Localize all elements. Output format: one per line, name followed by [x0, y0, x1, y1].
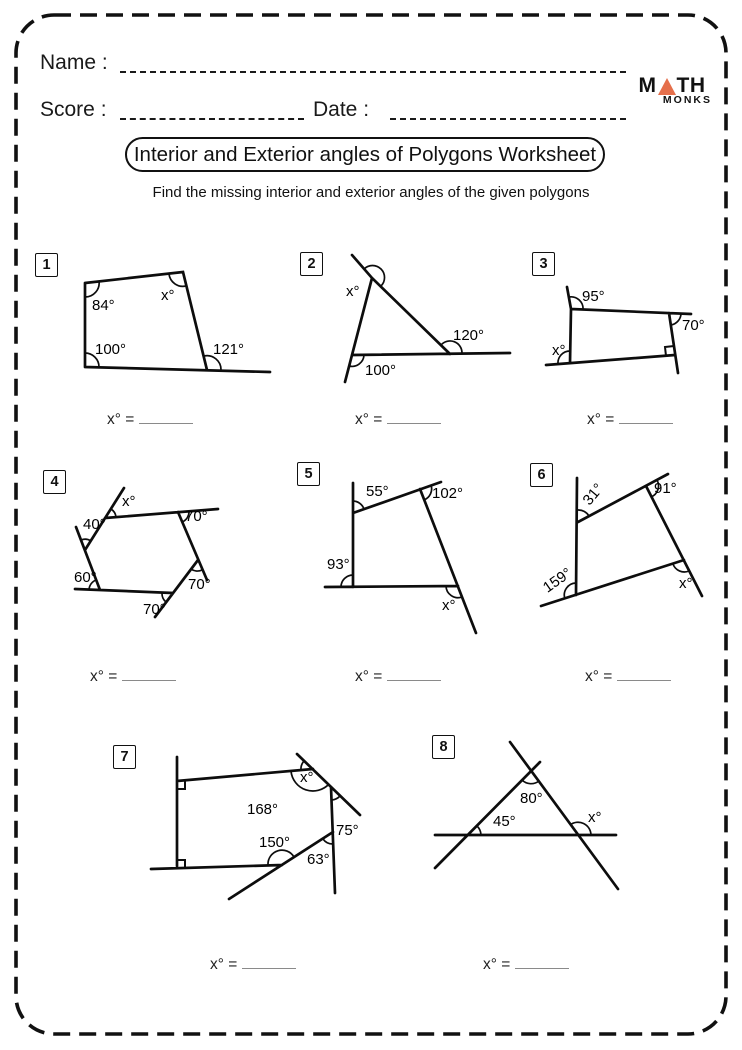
answer-blank[interactable] — [619, 410, 673, 424]
angle-label: x° — [161, 287, 175, 304]
problem-5-number: 5 — [297, 462, 320, 486]
name-fill-line[interactable] — [120, 53, 626, 73]
answer-problem-8 — [483, 955, 569, 974]
answer-label: x° = — [90, 668, 118, 685]
angle-label: 120° — [453, 327, 485, 344]
angle-label: 95° — [582, 288, 605, 305]
date-fill-line[interactable] — [390, 100, 626, 120]
angle-label: 100° — [95, 341, 127, 358]
answer-blank[interactable] — [122, 667, 176, 681]
worksheet-title: Interior and Exterior angles of Polygons Worksheet — [125, 137, 605, 172]
answer-label: x° = — [587, 411, 615, 428]
name-label: Name : — [40, 51, 108, 74]
angle-label: x° — [346, 283, 360, 300]
angle-label: x° — [442, 597, 456, 614]
score-label: Score : — [40, 98, 107, 121]
angle-label: 70° — [682, 317, 705, 334]
problem-7-number: 7 — [113, 745, 136, 769]
problem-4-number: 4 — [43, 470, 66, 494]
logo-monks: MONKS — [662, 94, 712, 106]
angle-label: x° — [552, 342, 566, 359]
answer-label: x° = — [355, 411, 383, 428]
angle-label: 75° — [336, 822, 359, 839]
answer-problem-5 — [355, 667, 441, 686]
answer-label: x° = — [483, 956, 511, 973]
figure-problem-3-quadrilateral — [530, 245, 735, 430]
angle-label: 159° — [539, 564, 576, 597]
answer-label: x° = — [210, 956, 238, 973]
date-label: Date : — [313, 98, 370, 121]
problem-2-number: 2 — [300, 252, 323, 276]
figure-problem-7-pentagon — [110, 745, 370, 910]
angle-label: 60° — [74, 569, 97, 586]
answer-blank[interactable] — [242, 955, 296, 969]
angle-label: 121° — [213, 341, 245, 358]
problem-7 — [110, 745, 370, 910]
angle-label: 70° — [143, 601, 166, 618]
angle-label: x° — [588, 809, 602, 826]
answer-blank[interactable] — [387, 410, 441, 424]
angle-label: 93° — [327, 556, 350, 573]
score-fill-line[interactable] — [120, 100, 304, 120]
answer-blank[interactable] — [387, 667, 441, 681]
answer-blank[interactable] — [617, 667, 671, 681]
problem-5 — [295, 460, 515, 680]
angle-label: 70° — [185, 508, 208, 525]
answer-problem-7 — [210, 955, 296, 974]
angle-label: 100° — [365, 362, 397, 379]
problem-8 — [420, 735, 640, 905]
angle-label: 70° — [188, 576, 211, 593]
answer-problem-4 — [90, 667, 176, 686]
logo-th: TH — [676, 74, 706, 97]
figure-problem-2-triangle — [290, 245, 520, 430]
problem-2 — [290, 245, 520, 430]
angle-label: 63° — [307, 851, 330, 868]
angle-label: 150° — [259, 834, 291, 851]
answer-label: x° = — [355, 668, 383, 685]
angle-label: x° — [679, 575, 693, 592]
problem-3 — [530, 245, 735, 430]
worksheet-subtitle: Find the missing interior and exterior angles of the given polygons — [152, 184, 590, 201]
problem-8-number: 8 — [432, 735, 455, 759]
angle-label: 80° — [520, 790, 543, 807]
angle-label: 45° — [493, 813, 516, 830]
logo-triangle-icon — [658, 78, 676, 95]
answer-blank[interactable] — [515, 955, 569, 969]
answer-label: x° = — [107, 411, 135, 428]
problem-3-number: 3 — [532, 252, 555, 276]
answer-blank[interactable] — [139, 410, 193, 424]
answer-problem-6 — [585, 667, 671, 686]
problem-1-number: 1 — [35, 253, 58, 277]
answer-problem-1 — [107, 410, 193, 429]
angle-label: x° — [122, 493, 136, 510]
angle-label: 31° — [579, 480, 608, 509]
angle-label: 102° — [432, 485, 464, 502]
figure-problem-8-triangle — [420, 735, 640, 905]
angle-label: 55° — [366, 483, 389, 500]
problem-6 — [530, 460, 742, 680]
angle-label: 168° — [247, 801, 279, 818]
logo-m: M — [638, 74, 657, 97]
math-monks-logo — [632, 76, 712, 106]
angle-label: 84° — [92, 297, 115, 314]
answer-problem-2 — [355, 410, 441, 429]
problem-1 — [30, 245, 280, 430]
logo-wordmark — [632, 76, 712, 96]
angle-label: 91° — [654, 480, 677, 497]
angle-label: 40° — [83, 516, 106, 533]
problem-4 — [40, 460, 280, 685]
figure-problem-1-quadrilateral — [30, 245, 280, 430]
problem-6-number: 6 — [530, 463, 553, 487]
angle-label: x° — [300, 769, 314, 786]
answer-label: x° = — [585, 668, 613, 685]
answer-problem-3 — [587, 410, 673, 429]
